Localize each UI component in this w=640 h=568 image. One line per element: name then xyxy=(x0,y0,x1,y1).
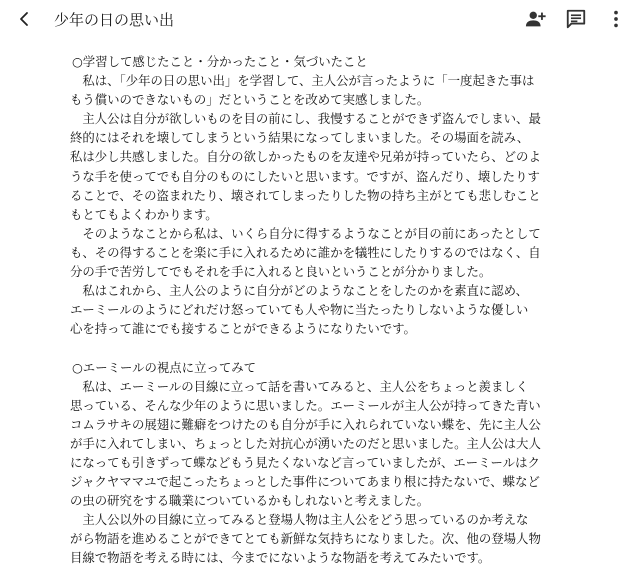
more-options-button[interactable] xyxy=(604,7,628,31)
text-line: コムラサキの展翅に難癖をつけたのも自分が手に入れられていない蝶を、先に主人公 xyxy=(70,416,541,432)
section-heading: ○学習して感じたこと・分かったこと・気づいたこと xyxy=(72,54,368,69)
text-line: 目線で物語を考える時には、今までにないような物語を考えてみたいです。 xyxy=(70,550,491,566)
chevron-left-icon xyxy=(16,11,32,27)
text-line: 心を持って誰にでも接することができるようになりたいです。 xyxy=(70,321,416,337)
toolbar-actions xyxy=(524,7,628,31)
person-add-icon xyxy=(525,8,547,30)
text-line: 私はこれから、主人公のように自分がどのようなことをしたのかを素直に認め、 xyxy=(70,283,528,299)
share-add-person-button[interactable] xyxy=(524,7,548,31)
text-line: 終的にはそれを壊してしまうという結果になってしまいました。その場面を読み、 xyxy=(70,130,530,146)
top-app-bar xyxy=(0,0,640,38)
comment-button[interactable] xyxy=(564,7,588,31)
document-body xyxy=(70,52,626,568)
text-line: そのようなことから私は、いくら自分に得するようなことが目の前にあったとして xyxy=(70,225,541,241)
text-line: も、その得することを楽に手に入れるために誰かを犠牲にしたりするのではなく、自 xyxy=(70,244,541,260)
paragraph-gap xyxy=(70,338,626,357)
text-line: もとてもよくわかります。 xyxy=(70,206,218,222)
text-line: 思っている、そんな少年のように思いました。エーミールが主人公が持ってきた青い xyxy=(70,397,541,413)
comment-icon xyxy=(565,8,587,30)
text-line: ることで、その盗まれたり、壊されてしまったりした物の持ち主がとても悲しむこと xyxy=(70,187,541,203)
text-line: の虫の研究をする職業についているかもしれないと考えました。 xyxy=(70,493,430,509)
text-line: 主人公は自分が欲しいものを目の前にし、我慢することができず盗んでしまい、最 xyxy=(70,111,541,127)
text-line: になっても引きずって蝶などもう見たくないなど言っていましたが、エーミールはク xyxy=(70,454,540,470)
text-line: 私は、エーミールの目線に立って話を書いてみると、主人公をちょっと羨ましく xyxy=(70,378,529,394)
text-line: 私は少し共感しました。自分の欲しかったものを友達や兄弟が持っていたら、どのよ xyxy=(70,149,541,165)
text-line: ジャクヤママユで起こったちょっとした事件についてあまり根に持たないで、蝶など xyxy=(70,474,540,490)
text-line: うな手を使ってでも自分のものにしたいと思います。ですが、盗んだり、壊したりす xyxy=(70,168,540,184)
text-line: が手に入れてしまい、ちょっとした対抗心が湧いたのだと思いました。主人公は大人 xyxy=(70,435,541,451)
more-vertical-icon xyxy=(605,8,627,30)
text-line: 分の手で苦労してでもそれを手に入れると良いということが分かりました。 xyxy=(70,264,492,280)
text-line: エーミールのようにどれだけ怒っていても人や物に当たったりしないような優しい xyxy=(70,302,529,318)
text-line: がら物語を進めることができてとても新鮮な気持ちになりました。次、他の登場人物 xyxy=(70,531,541,547)
text-line: 主人公以外の目線に立ってみると登場人物は主人公をどう思っているのか考えな xyxy=(70,512,529,528)
text-line: 私は、「少年の日の思い出」を学習して、主人公が言ったように「一度起きた事は xyxy=(70,73,535,89)
document-title: 少年の日の思い出 xyxy=(54,10,175,29)
back-button[interactable] xyxy=(12,7,36,31)
section-heading: ○エーミールの視点に立ってみて xyxy=(72,359,257,375)
text-line: もう償いのできないもの」だということを改めて実感しました。 xyxy=(70,92,430,108)
